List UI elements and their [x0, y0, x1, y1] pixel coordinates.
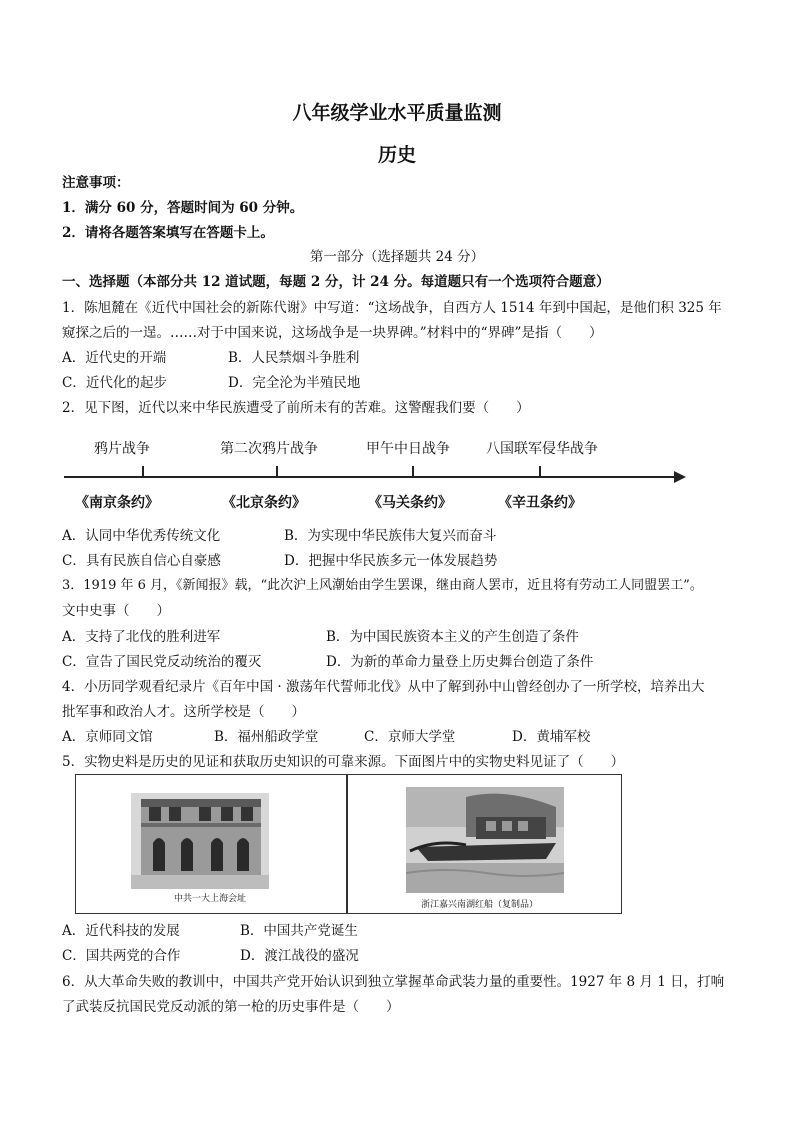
arrow-right-icon: [674, 471, 686, 483]
boat-image: [406, 787, 564, 893]
timeline-axis: [64, 476, 676, 478]
q1-option-d: D．完全沦为半殖民地: [228, 375, 361, 391]
notice-item: 1．满分 60 分，答题时间为 60 分钟。: [62, 200, 304, 216]
photo-caption: 浙江嘉兴南湖红船（复制品）: [421, 900, 539, 910]
q5-option-a: A．近代科技的发展: [62, 923, 180, 939]
q4-option-b: B．福州船政学堂: [214, 729, 319, 745]
q5-option-b: B．中国共产党诞生: [240, 923, 358, 939]
q3-stem-cont: 文中史事（ ）: [62, 603, 170, 619]
q6-stem-cont: 了武装反抗国民党反动派的第一枪的历史事件是（ ）: [62, 999, 400, 1015]
q4-option-c: C．京师大学堂: [364, 729, 456, 745]
q3-stem: 3．1919 年 6 月，《新闻报》载，“此次沪上风潮始由学生罢课，继由商人罢市，近且将有劳动工人同盟罢工”。: [62, 578, 703, 593]
q2-option-a: A．认同中华优秀传统文化: [62, 528, 221, 544]
q5-stem: 5．实物史料是历史的见证和获取历史知识的可靠来源。下面图片中的实物史料见证了（ ）: [62, 754, 625, 770]
q2-option-c: C．具有民族自信心自豪感: [62, 553, 221, 569]
q5-photo-frame: [75, 774, 622, 914]
q4-stem: 4．小历同学观看纪录片《百年中国 · 激荡年代誓师北伐》从中了解到孙中山曾经创办了一所学校，培养出大: [62, 679, 705, 695]
photo-divider: [346, 775, 348, 913]
red-boat-photo: [406, 787, 564, 893]
timeline-treaty: 《北京条约》: [222, 495, 306, 511]
q1-option-c: C．近代化的起步: [62, 375, 167, 391]
q1-option-b: B．人民禁烟斗争胜利: [228, 350, 360, 366]
timeline-war: 八国联军侵华战争: [486, 441, 598, 457]
q5-option-c: C．国共两党的合作: [62, 948, 181, 964]
subject-title: 历史: [377, 144, 416, 166]
notice-item: 2．请将各题答案填写在答题卡上。: [62, 225, 274, 241]
q6-stem: 6．从大革命失败的教训中，中国共产党开始认识到独立掌握革命武装力量的重要性。1927 年 8 月 1 日，打响: [62, 974, 725, 990]
q3-option-b: B．为中国民族资本主义的产生创造了条件: [326, 629, 579, 645]
q2-option-b: B．为实现中华民族伟大复兴而奋斗: [284, 528, 497, 544]
q5-option-d: D．渡江战役的盛况: [240, 948, 359, 964]
q3-option-c: C．宣告了国民党反动统治的覆灭: [62, 654, 262, 670]
q2-stem: 2．见下图，近代以来中华民族遭受了前所未有的苦难。这警醒我们要（ ）: [62, 400, 530, 416]
q1-stem-cont: 窥探之后的一逞。……对于中国来说，这场战争是一块界碑。”材料中的“界碑”是指（ ）: [62, 325, 603, 341]
q1-stem: 1．陈旭麓在《近代中国社会的新陈代谢》中写道：“这场战争，自西方人 1514 年到中国起，是他们积 325 年: [62, 300, 722, 316]
history-timeline: [62, 432, 690, 522]
q4-stem-cont: 批军事和政治人才。这所学校是（ ）: [62, 704, 305, 720]
q2-option-d: D．把握中华民族多元一体发展趋势: [284, 553, 498, 569]
timeline-treaty: 《辛丑条约》: [498, 495, 582, 511]
timeline-war: 第二次鸦片战争: [220, 441, 318, 457]
notice-heading: 注意事项：: [62, 175, 130, 191]
timeline-treaty: 《马关条约》: [368, 495, 452, 511]
timeline-war: 甲午中日战争: [366, 441, 450, 457]
building-image: [131, 793, 269, 889]
q1-option-a: A．近代史的开端: [62, 350, 167, 366]
q4-option-d: D．黄埔军校: [512, 729, 591, 745]
photo-caption: 中共一大上海会址: [174, 894, 247, 904]
q3-option-a: A．支持了北伐的胜利进军: [62, 629, 221, 645]
timeline-war: 鸦片战争: [94, 441, 150, 457]
section-instruction: 一、选择题（本部分共 12 道试题，每题 2 分，计 24 分。每道题只有一个选项符合题意）: [62, 274, 610, 290]
q4-option-a: A．京师同文馆: [62, 729, 153, 745]
part-heading: 第一部分（选择题共 24 分）: [309, 249, 485, 265]
shanghai-site-photo: [131, 793, 269, 889]
q3-option-d: D．为新的革命力量登上历史舞台创造了条件: [326, 654, 594, 670]
timeline-treaty: 《南京条约》: [75, 495, 159, 511]
exam-title: 八年级学业水平质量监测: [292, 102, 502, 124]
